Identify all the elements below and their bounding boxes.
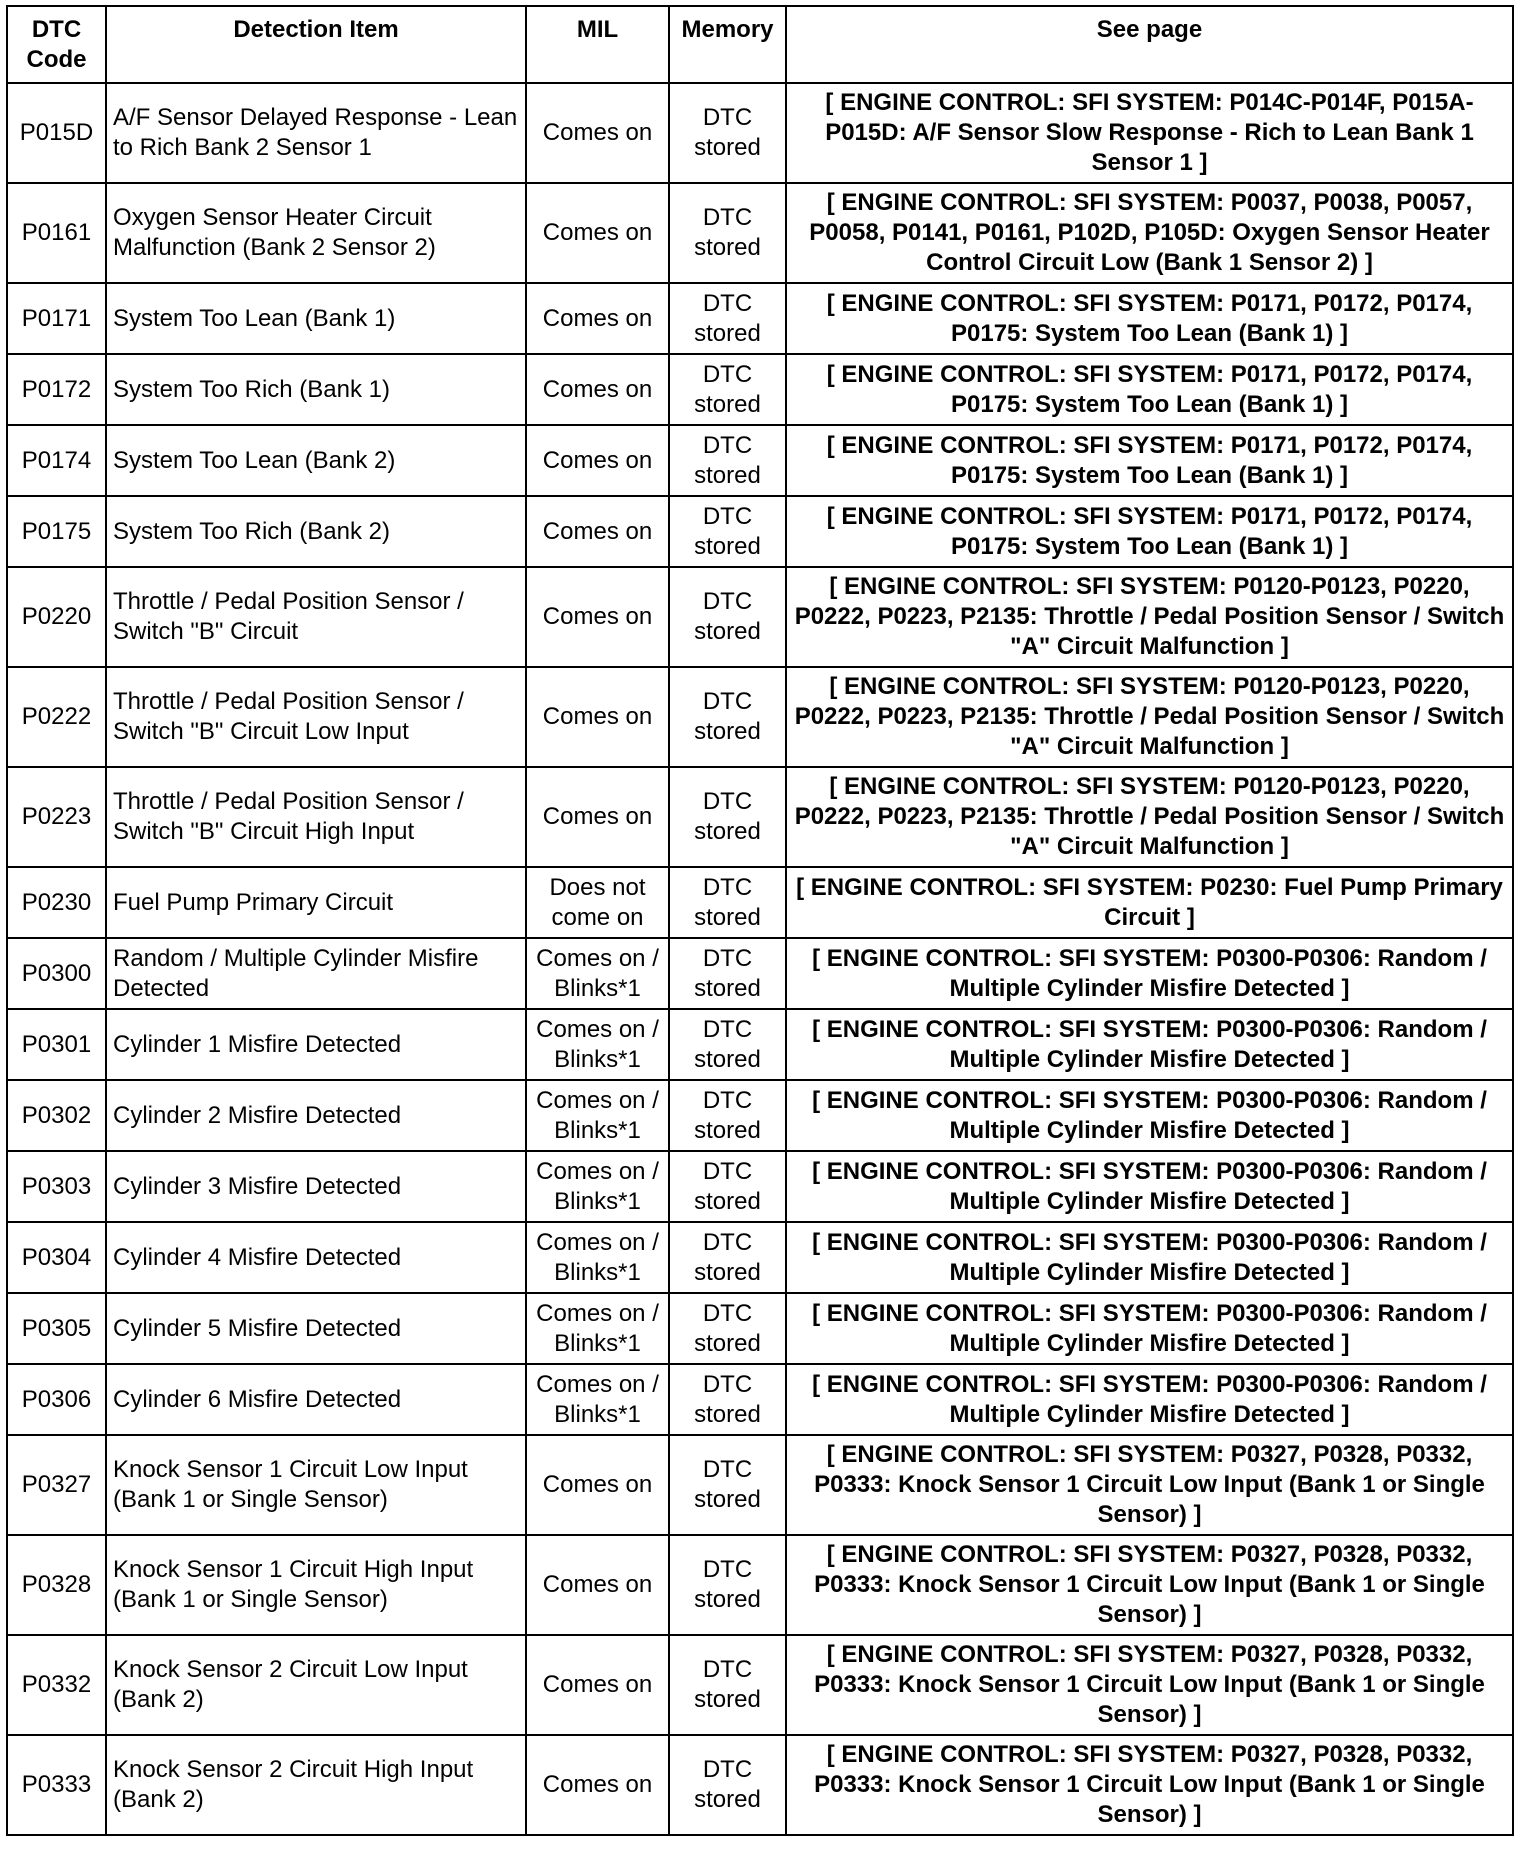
detection-item-cell: System Too Lean (Bank 2)	[106, 425, 526, 496]
table-row	[7, 1009, 1513, 1080]
see-page-cell: [ ENGINE CONTROL: SFI SYSTEM: P0120-P0123, P0220, P0222, P0223, P2135: Throttle / Pedal Position Sensor / Switch "A" Circuit Malfunction ]	[786, 567, 1513, 667]
detection-item-cell: Oxygen Sensor Heater Circuit Malfunction (Bank 2 Sensor 2)	[106, 183, 526, 283]
table-row	[7, 354, 1513, 425]
dtc-code-cell: P0301	[7, 1009, 106, 1080]
dtc-code-cell: P0171	[7, 283, 106, 354]
dtc-code-cell: P015D	[7, 83, 106, 183]
dtc-code-cell: P0333	[7, 1735, 106, 1835]
see-page-cell: [ ENGINE CONTROL: SFI SYSTEM: P0120-P0123, P0220, P0222, P0223, P2135: Throttle / Pedal Position Sensor / Switch "A" Circuit Malfunction ]	[786, 667, 1513, 767]
see-page-cell: [ ENGINE CONTROL: SFI SYSTEM: P0327, P0328, P0332, P0333: Knock Sensor 1 Circuit Low Input (Bank 1 or Single Sensor) ]	[786, 1435, 1513, 1535]
see-page-cell: [ ENGINE CONTROL: SFI SYSTEM: P0037, P0038, P0057, P0058, P0141, P0161, P102D, P105D: Oxygen Sensor Heater Control Circuit Low (Bank 1 Sensor 2) ]	[786, 183, 1513, 283]
table-row	[7, 567, 1513, 667]
mil-cell: Comes on	[526, 1635, 669, 1735]
see-page-cell: [ ENGINE CONTROL: SFI SYSTEM: P0300-P0306: Random / Multiple Cylinder Misfire Detected ]	[786, 938, 1513, 1009]
dtc-code-cell: P0303	[7, 1151, 106, 1222]
see-page-cell: [ ENGINE CONTROL: SFI SYSTEM: P014C-P014F, P015A-P015D: A/F Sensor Slow Response - Rich to Lean Bank 1 Sensor 1 ]	[786, 83, 1513, 183]
memory-cell: DTC stored	[669, 1635, 786, 1735]
dtc-code-cell: P0172	[7, 354, 106, 425]
table-row	[7, 283, 1513, 354]
detection-item-cell: Fuel Pump Primary Circuit	[106, 867, 526, 938]
table-row	[7, 1293, 1513, 1364]
table-header	[7, 6, 1513, 83]
mil-cell: Comes on	[526, 1435, 669, 1535]
dtc-code-cell: P0223	[7, 767, 106, 867]
memory-cell: DTC stored	[669, 1364, 786, 1435]
header-memory: Memory	[669, 6, 786, 83]
memory-cell: DTC stored	[669, 1080, 786, 1151]
detection-item-cell: Knock Sensor 1 Circuit High Input (Bank 1 or Single Sensor)	[106, 1535, 526, 1635]
see-page-cell: [ ENGINE CONTROL: SFI SYSTEM: P0300-P0306: Random / Multiple Cylinder Misfire Detected ]	[786, 1222, 1513, 1293]
table-row	[7, 667, 1513, 767]
mil-cell: Comes on / Blinks*1	[526, 1222, 669, 1293]
mil-cell: Comes on	[526, 496, 669, 567]
header-detection-item: Detection Item	[106, 6, 526, 83]
dtc-code-cell: P0220	[7, 567, 106, 667]
dtc-code-cell: P0300	[7, 938, 106, 1009]
dtc-code-cell: P0305	[7, 1293, 106, 1364]
table-row	[7, 1222, 1513, 1293]
see-page-cell: [ ENGINE CONTROL: SFI SYSTEM: P0300-P0306: Random / Multiple Cylinder Misfire Detected ]	[786, 1293, 1513, 1364]
dtc-table	[6, 5, 1514, 1836]
see-page-cell: [ ENGINE CONTROL: SFI SYSTEM: P0171, P0172, P0174, P0175: System Too Lean (Bank 1) ]	[786, 425, 1513, 496]
mil-cell: Comes on / Blinks*1	[526, 1009, 669, 1080]
memory-cell: DTC stored	[669, 1435, 786, 1535]
dtc-code-cell: P0175	[7, 496, 106, 567]
mil-cell: Comes on / Blinks*1	[526, 938, 669, 1009]
see-page-cell: [ ENGINE CONTROL: SFI SYSTEM: P0327, P0328, P0332, P0333: Knock Sensor 1 Circuit Low Input (Bank 1 or Single Sensor) ]	[786, 1735, 1513, 1835]
see-page-cell: [ ENGINE CONTROL: SFI SYSTEM: P0327, P0328, P0332, P0333: Knock Sensor 1 Circuit Low Input (Bank 1 or Single Sensor) ]	[786, 1535, 1513, 1635]
memory-cell: DTC stored	[669, 183, 786, 283]
mil-cell: Comes on	[526, 767, 669, 867]
table-row	[7, 1080, 1513, 1151]
table-row	[7, 867, 1513, 938]
table-row	[7, 83, 1513, 183]
table-row	[7, 1364, 1513, 1435]
table-body	[7, 83, 1513, 1835]
dtc-code-cell: P0230	[7, 867, 106, 938]
table-row	[7, 1635, 1513, 1735]
dtc-code-cell: P0302	[7, 1080, 106, 1151]
dtc-code-cell: P0306	[7, 1364, 106, 1435]
mil-cell: Comes on	[526, 1535, 669, 1635]
dtc-code-cell: P0328	[7, 1535, 106, 1635]
dtc-code-cell: P0332	[7, 1635, 106, 1735]
table-row	[7, 183, 1513, 283]
header-see-page: See page	[786, 6, 1513, 83]
memory-cell: DTC stored	[669, 1535, 786, 1635]
memory-cell: DTC stored	[669, 354, 786, 425]
detection-item-cell: A/F Sensor Delayed Response - Lean to Rich Bank 2 Sensor 1	[106, 83, 526, 183]
memory-cell: DTC stored	[669, 1151, 786, 1222]
mil-cell: Comes on	[526, 667, 669, 767]
table-row	[7, 425, 1513, 496]
see-page-cell: [ ENGINE CONTROL: SFI SYSTEM: P0120-P0123, P0220, P0222, P0223, P2135: Throttle / Pedal Position Sensor / Switch "A" Circuit Malfunction ]	[786, 767, 1513, 867]
detection-item-cell: Cylinder 2 Misfire Detected	[106, 1080, 526, 1151]
header-row	[7, 6, 1513, 83]
detection-item-cell: Throttle / Pedal Position Sensor / Switch "B" Circuit Low Input	[106, 667, 526, 767]
see-page-cell: [ ENGINE CONTROL: SFI SYSTEM: P0171, P0172, P0174, P0175: System Too Lean (Bank 1) ]	[786, 354, 1513, 425]
table-row	[7, 1535, 1513, 1635]
detection-item-cell: Cylinder 6 Misfire Detected	[106, 1364, 526, 1435]
see-page-cell: [ ENGINE CONTROL: SFI SYSTEM: P0300-P0306: Random / Multiple Cylinder Misfire Detected ]	[786, 1364, 1513, 1435]
detection-item-cell: Cylinder 3 Misfire Detected	[106, 1151, 526, 1222]
mil-cell: Comes on / Blinks*1	[526, 1293, 669, 1364]
table-row	[7, 1151, 1513, 1222]
table-row	[7, 1435, 1513, 1535]
memory-cell: DTC stored	[669, 938, 786, 1009]
memory-cell: DTC stored	[669, 1222, 786, 1293]
detection-item-cell: Random / Multiple Cylinder Misfire Detected	[106, 938, 526, 1009]
detection-item-cell: Knock Sensor 2 Circuit High Input (Bank 2)	[106, 1735, 526, 1835]
mil-cell: Comes on	[526, 83, 669, 183]
memory-cell: DTC stored	[669, 1293, 786, 1364]
detection-item-cell: System Too Rich (Bank 1)	[106, 354, 526, 425]
detection-item-cell: Throttle / Pedal Position Sensor / Switch "B" Circuit High Input	[106, 767, 526, 867]
dtc-code-cell: P0174	[7, 425, 106, 496]
memory-cell: DTC stored	[669, 425, 786, 496]
see-page-cell: [ ENGINE CONTROL: SFI SYSTEM: P0300-P0306: Random / Multiple Cylinder Misfire Detected ]	[786, 1009, 1513, 1080]
detection-item-cell: Knock Sensor 2 Circuit Low Input (Bank 2)	[106, 1635, 526, 1735]
mil-cell: Comes on / Blinks*1	[526, 1151, 669, 1222]
memory-cell: DTC stored	[669, 767, 786, 867]
mil-cell: Comes on / Blinks*1	[526, 1080, 669, 1151]
mil-cell: Comes on	[526, 1735, 669, 1835]
see-page-cell: [ ENGINE CONTROL: SFI SYSTEM: P0300-P0306: Random / Multiple Cylinder Misfire Detected ]	[786, 1080, 1513, 1151]
mil-cell: Comes on	[526, 567, 669, 667]
detection-item-cell: Knock Sensor 1 Circuit Low Input (Bank 1 or Single Sensor)	[106, 1435, 526, 1535]
memory-cell: DTC stored	[669, 867, 786, 938]
memory-cell: DTC stored	[669, 83, 786, 183]
see-page-cell: [ ENGINE CONTROL: SFI SYSTEM: P0300-P0306: Random / Multiple Cylinder Misfire Detected ]	[786, 1151, 1513, 1222]
table-row	[7, 496, 1513, 567]
header-dtc-code: DTC Code	[7, 6, 106, 83]
mil-cell: Does not come on	[526, 867, 669, 938]
header-mil: MIL	[526, 6, 669, 83]
mil-cell: Comes on / Blinks*1	[526, 1364, 669, 1435]
see-page-cell: [ ENGINE CONTROL: SFI SYSTEM: P0327, P0328, P0332, P0333: Knock Sensor 1 Circuit Low Input (Bank 1 or Single Sensor) ]	[786, 1635, 1513, 1735]
mil-cell: Comes on	[526, 425, 669, 496]
dtc-code-cell: P0222	[7, 667, 106, 767]
mil-cell: Comes on	[526, 183, 669, 283]
detection-item-cell: Cylinder 4 Misfire Detected	[106, 1222, 526, 1293]
detection-item-cell: Cylinder 5 Misfire Detected	[106, 1293, 526, 1364]
memory-cell: DTC stored	[669, 667, 786, 767]
dtc-code-cell: P0304	[7, 1222, 106, 1293]
mil-cell: Comes on	[526, 354, 669, 425]
detection-item-cell: Cylinder 1 Misfire Detected	[106, 1009, 526, 1080]
detection-item-cell: System Too Lean (Bank 1)	[106, 283, 526, 354]
table-row	[7, 1735, 1513, 1835]
detection-item-cell: Throttle / Pedal Position Sensor / Switch "B" Circuit	[106, 567, 526, 667]
table-row	[7, 938, 1513, 1009]
memory-cell: DTC stored	[669, 283, 786, 354]
memory-cell: DTC stored	[669, 1735, 786, 1835]
memory-cell: DTC stored	[669, 567, 786, 667]
dtc-code-cell: P0327	[7, 1435, 106, 1535]
mil-cell: Comes on	[526, 283, 669, 354]
memory-cell: DTC stored	[669, 1009, 786, 1080]
detection-item-cell: System Too Rich (Bank 2)	[106, 496, 526, 567]
see-page-cell: [ ENGINE CONTROL: SFI SYSTEM: P0171, P0172, P0174, P0175: System Too Lean (Bank 1) ]	[786, 496, 1513, 567]
table-row	[7, 767, 1513, 867]
dtc-code-cell: P0161	[7, 183, 106, 283]
memory-cell: DTC stored	[669, 496, 786, 567]
see-page-cell: [ ENGINE CONTROL: SFI SYSTEM: P0230: Fuel Pump Primary Circuit ]	[786, 867, 1513, 938]
see-page-cell: [ ENGINE CONTROL: SFI SYSTEM: P0171, P0172, P0174, P0175: System Too Lean (Bank 1) ]	[786, 283, 1513, 354]
